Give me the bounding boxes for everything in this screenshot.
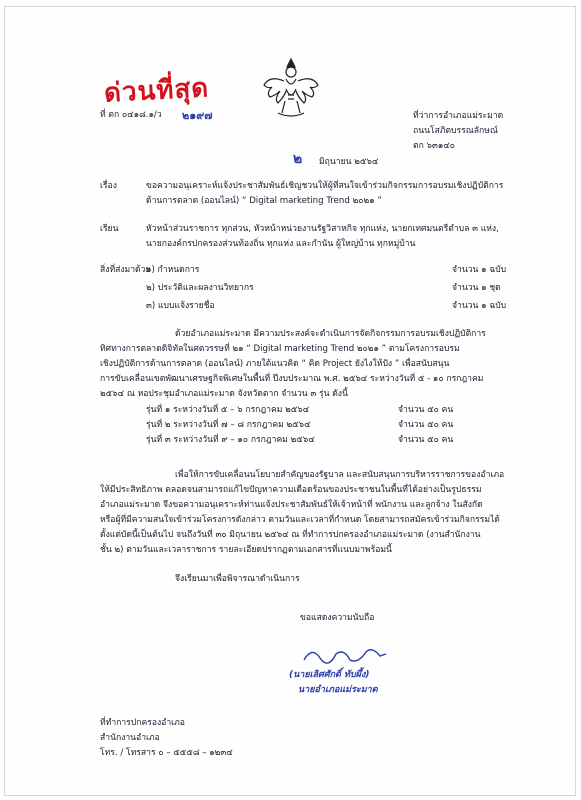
signer-title: นายอำเภอแม่ระมาด (298, 685, 378, 695)
subject-label: เรื่อง (100, 181, 117, 191)
subject-line-1: ขอความอนุเคราะห์แจ้งประชาสัมพันธ์เชิญชวนให้ผู้ที่สนใจเข้าร่วมกิจกรรมการอบรมเชิงปฏิบัติการ (146, 181, 504, 191)
reference-number: ที่ ตก ๐๔๑๘.๑/ว (100, 110, 162, 120)
to-line-1: หัวหน้าส่วนราชการ ทุกส่วน, หัวหน้าหน่วยงานรัฐวิสาหกิจ ทุกแห่ง, นายกเทศมนตรีตำบล ๓ แห่ง, (146, 224, 499, 234)
urgent-stamp: ด่วนที่สุด (103, 73, 210, 109)
footer-line-3: โทร. / โทรสาร ๐ – ๕๕๕๘ – ๑๒๓๔ (100, 748, 233, 758)
date-handwritten: ๒ (293, 151, 303, 167)
sender-line-3: ตก ๖๓๑๔๐ (413, 141, 456, 151)
subject-line-2: ด้านการตลาด (ออนไลน์) “ Digital marketing Trend ๒๐๒๑ ” (146, 196, 382, 206)
batch-label: รุ่นที่ ๑ ระหว่างวันที่ ๕ – ๖ กรกฎาคม ๒๕๖๔ (146, 405, 310, 415)
enclosure-qty: จำนวน ๑ ฉบับ (452, 301, 507, 311)
sender-line-2: ถนนโสภิตบรรณลักษณ์ (413, 126, 498, 136)
signer-name: (นายเลิศศักดิ์ ทับผึ้ง) (289, 670, 370, 680)
handwritten-signature (300, 644, 390, 666)
enclosure-item: ๒) ประวัติและผลงานวิทยากร (146, 283, 254, 293)
garuda-emblem-icon (260, 55, 322, 121)
enclosure-label: สิ่งที่ส่งมาด้วย (100, 265, 151, 275)
to-label: เรียน (100, 224, 119, 234)
enclosure-qty: จำนวน ๑ ชุด (452, 283, 501, 293)
body-paragraph-1-line: ด้วยอำเภอแม่ระมาด มีความประสงค์จะดำเนินการจัดกิจกรรมการอบรมเชิงปฏิบัติการ (175, 329, 486, 339)
sender-line-1: ที่ว่าการอำเภอแม่ระมาด (413, 111, 504, 121)
regards: ขอแสดงความนับถือ (300, 613, 375, 623)
body-paragraph-1-line: เชิงปฏิบัติการด้านการตลาด (ออนไลน์) ภายใต้แนวคิด “ คิด Project ยังไงให้ปัง ” เพื่อสนับสนุน (100, 359, 450, 369)
body-paragraph-2-line: เพื่อให้การขับเคลื่อนนโยบายสำคัญของรัฐบาล และสนับสนุนการบริหารราชการของอำเภอ (175, 470, 505, 480)
footer-line-1: ที่ทำการปกครองอำเภอ (100, 718, 185, 728)
enclosure-item: ๑) กำหนดการ (146, 265, 200, 275)
closing-line: จึงเรียนมาเพื่อพิจารณาดำเนินการ (175, 574, 300, 584)
body-paragraph-1-line: ทิศทางการตลาดดิจิทัลในศตวรรษที่ ๒๑ “ Digital marketing Trend ๒๐๒๑ ” ตามโครงการอบรม (100, 344, 460, 354)
body-paragraph-2-line: ตั้งแต่บัดนี้เป็นต้นไป จนถึงวันที่ ๓๐ มิถุนายน ๒๕๖๔ ณ ที่ทำการปกครองอำเภอแม่ระมาด (งานสำนักงาน (100, 530, 481, 540)
body-paragraph-1-line: ๒๕๖๔ ณ หอประชุมอำเภอแม่ระมาด จังหวัดตาก จำนวน ๓ รุ่น ดังนี้ (100, 389, 348, 399)
batch-label: รุ่นที่ ๒ ระหว่างวันที่ ๗ – ๘ กรกฎาคม ๒๕๖๔ (146, 420, 311, 430)
body-paragraph-2-line: หรือผู้ที่มีความสนใจเข้าร่วมโครงการดังกล่าว ตามวันและเวลาที่กำหนด โดยสามารถสมัครเข้าร่วมกิจกรรมได้ (100, 515, 500, 525)
batch-count: จำนวน ๕๐ คน (398, 405, 454, 415)
enclosure-item: ๓) แบบแจ้งรายชื่อ (146, 301, 215, 311)
body-paragraph-2-line: อำเภอแม่ระมาด จึงขอความอนุเคราะห์ท่านแจ้งประชาสัมพันธ์ให้เจ้าหน้าที่ พนักงาน และลูกจ้าง ในสังกัด (100, 500, 483, 510)
body-paragraph-2-line: ให้มีประสิทธิภาพ ตลอดจนสามารถแก้ไขปัญหาความเดือดร้อนของประชาชนในพื้นที่ได้อย่างเป็นรูปธรรม (100, 485, 482, 495)
enclosure-qty: จำนวน ๑ ฉบับ (452, 265, 507, 275)
body-paragraph-2-line: ชั้น ๒) ตามวันและเวลาราชการ รายละเอียดปรากฏตามเอกสารที่แนบมาพร้อมนี้ (100, 545, 392, 555)
letter-date: มิถุนายน ๒๕๖๔ (319, 157, 379, 167)
batch-label: รุ่นที่ ๓ ระหว่างวันที่ ๙ – ๑๐ กรกฎาคม ๒๕๖๔ (146, 435, 315, 445)
batch-count: จำนวน ๕๐ คน (398, 420, 454, 430)
footer-line-2: สำนักงานอำเภอ (100, 733, 160, 743)
body-paragraph-1-line: การขับเคลื่อนเขตพัฒนาเศรษฐกิจพิเศษในพื้นที่ ปีงบประมาณ พ.ศ. ๒๕๖๔ ระหว่างวันที่ ๕ - ๑๐ กรกฎาคม (100, 374, 484, 384)
reference-handwritten: ๒๑๙๗ (182, 109, 213, 122)
batch-count: จำนวน ๕๐ คน (398, 435, 454, 445)
to-line-2: นายกองค์กรปกครองส่วนท้องถิ่น ทุกแห่ง และกำนัน ผู้ใหญ่บ้าน ทุกหมู่บ้าน (146, 239, 416, 249)
